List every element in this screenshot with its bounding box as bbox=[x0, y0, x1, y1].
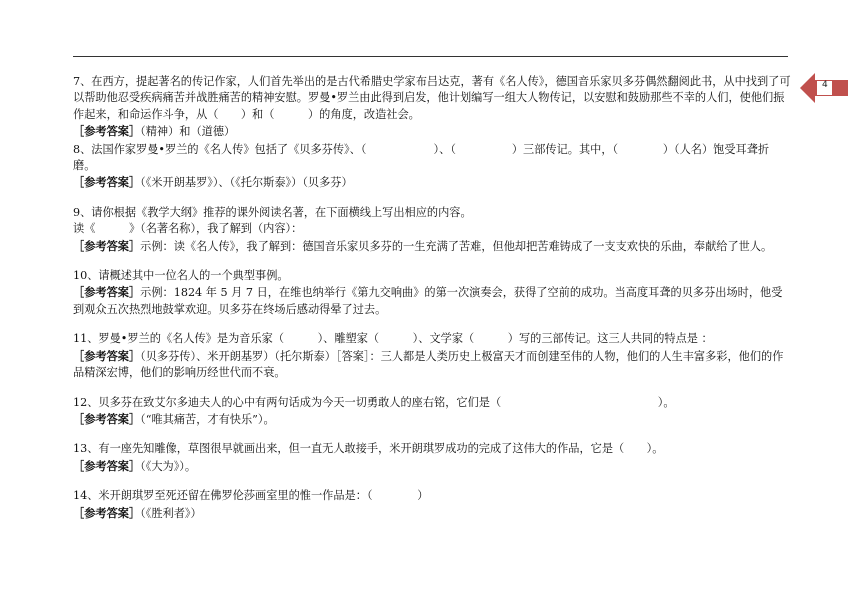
answer-line bbox=[73, 458, 791, 475]
answer-label: ［参考答案］ bbox=[73, 238, 141, 253]
answer-label: ［参考答案］ bbox=[73, 458, 141, 473]
question-item bbox=[73, 205, 791, 255]
question-text: 7、在西方，提起著名的传记作家，人们首先举出的是古代希腊史学家布吕达克，著有《名人传》，德国音乐家贝多芬偶然翻阅此书，从中找到了可以帮助他忍受疾病痛苦并战胜痛苦的精神安慰。罗曼•罗兰由此得到启发，他计划编写一组大人物传记，以安慰和鼓励那些不幸的人们，使他们振作起来，和命运作斗争，从（ ）和（ ）的角度，改造社会。 bbox=[73, 75, 791, 121]
question-item bbox=[73, 74, 791, 141]
answer-text: （贝多芬传）、米开朗基罗）（托尔斯泰）［答案］：三人都是人类历史上极富天才而创建至伟的人物，他们的人生丰富多彩，他们的作品精深宏博，他们的影响历经世代而不衰。 bbox=[73, 349, 784, 380]
answer-text: 示例：读《名人传》，我了解到：德国音乐家贝多芬的一生充满了苦难，但他却把苦难铸成了一支支欢快的乐曲，奉献给了世人。 bbox=[140, 239, 773, 253]
question-item bbox=[73, 441, 791, 475]
answer-text: （精神）和（道德） bbox=[140, 125, 236, 139]
answer-label: ［参考答案］ bbox=[73, 411, 141, 426]
answer-text: （《胜利者》） bbox=[140, 506, 202, 520]
answer-line bbox=[73, 411, 791, 428]
answer-text: （《米开朗基罗》）、（《托尔斯泰》）（贝多芬） bbox=[140, 176, 353, 190]
question-text: 10、请概述其中一位名人的一个典型事例。 bbox=[73, 269, 289, 283]
page-number-badge bbox=[800, 73, 848, 103]
answer-text: 示例：1824 年 5 月 7 日，在维也纳举行《第九交响曲》的第一次演奏会，获得了空前的成功。当高度耳聋的贝多芬出场时，他受到观众五次热烈地鼓掌欢迎。贝多芬在终场后感动得晕了过去。 bbox=[73, 286, 783, 316]
answer-line bbox=[73, 284, 791, 318]
question-item bbox=[73, 268, 791, 318]
answer-line bbox=[73, 505, 791, 522]
question-text: 12、贝多芬在致艾尔多迪夫人的心中有两句话成为今天一切勇敢人的座右铭，它们是（ ）。 bbox=[73, 395, 675, 409]
answer-text: （“唯其痛苦，才有快乐”）。 bbox=[140, 412, 275, 426]
question-item bbox=[73, 331, 791, 381]
question-text: 14、米开朗琪罗至死还留在佛罗伦莎画室里的惟一作品是：（ ） bbox=[73, 489, 429, 503]
question-text: 9、请你根据《教学大纲》推荐的课外阅读名著，在下面横线上写出相应的内容。 bbox=[73, 205, 472, 219]
page-number: 4 bbox=[822, 80, 828, 90]
question-text: 8、法国作家罗曼•罗兰的《名人传》包括了《贝多芬传》、（ ）、（ ）三部传记。其中，（ ）（人名）饱受耳聋折磨。 bbox=[73, 142, 770, 173]
answer-line bbox=[73, 238, 791, 255]
question-item bbox=[73, 142, 791, 192]
question-text: 11、罗曼•罗兰的《名人传》是为音乐家（ ）、雕塑家（ ）、文学家（ ）写的三部传记。这三人共同的特点是 ： bbox=[73, 332, 713, 346]
question-text: 13、有一座先知雕像，草图很早就画出来，但一直无人敢接手，米开朗琪罗成功的完成了这伟大的作品，它是（ ）。 bbox=[73, 442, 664, 456]
header-rule bbox=[73, 56, 788, 57]
answer-label: ［参考答案］ bbox=[73, 348, 141, 363]
question-item bbox=[73, 488, 791, 522]
answer-line bbox=[73, 174, 791, 191]
question-list bbox=[73, 74, 791, 535]
answer-line bbox=[73, 348, 791, 382]
answer-label: ［参考答案］ bbox=[73, 285, 141, 300]
question-item bbox=[73, 395, 791, 429]
question-extra-text: 读《 》（名著名称），我了解到（内容）： bbox=[73, 222, 303, 236]
answer-label: ［参考答案］ bbox=[73, 124, 141, 139]
answer-label: ［参考答案］ bbox=[73, 505, 141, 520]
answer-label: ［参考答案］ bbox=[73, 175, 141, 190]
answer-line bbox=[73, 123, 791, 140]
answer-text: （《大为》）。 bbox=[140, 459, 197, 473]
